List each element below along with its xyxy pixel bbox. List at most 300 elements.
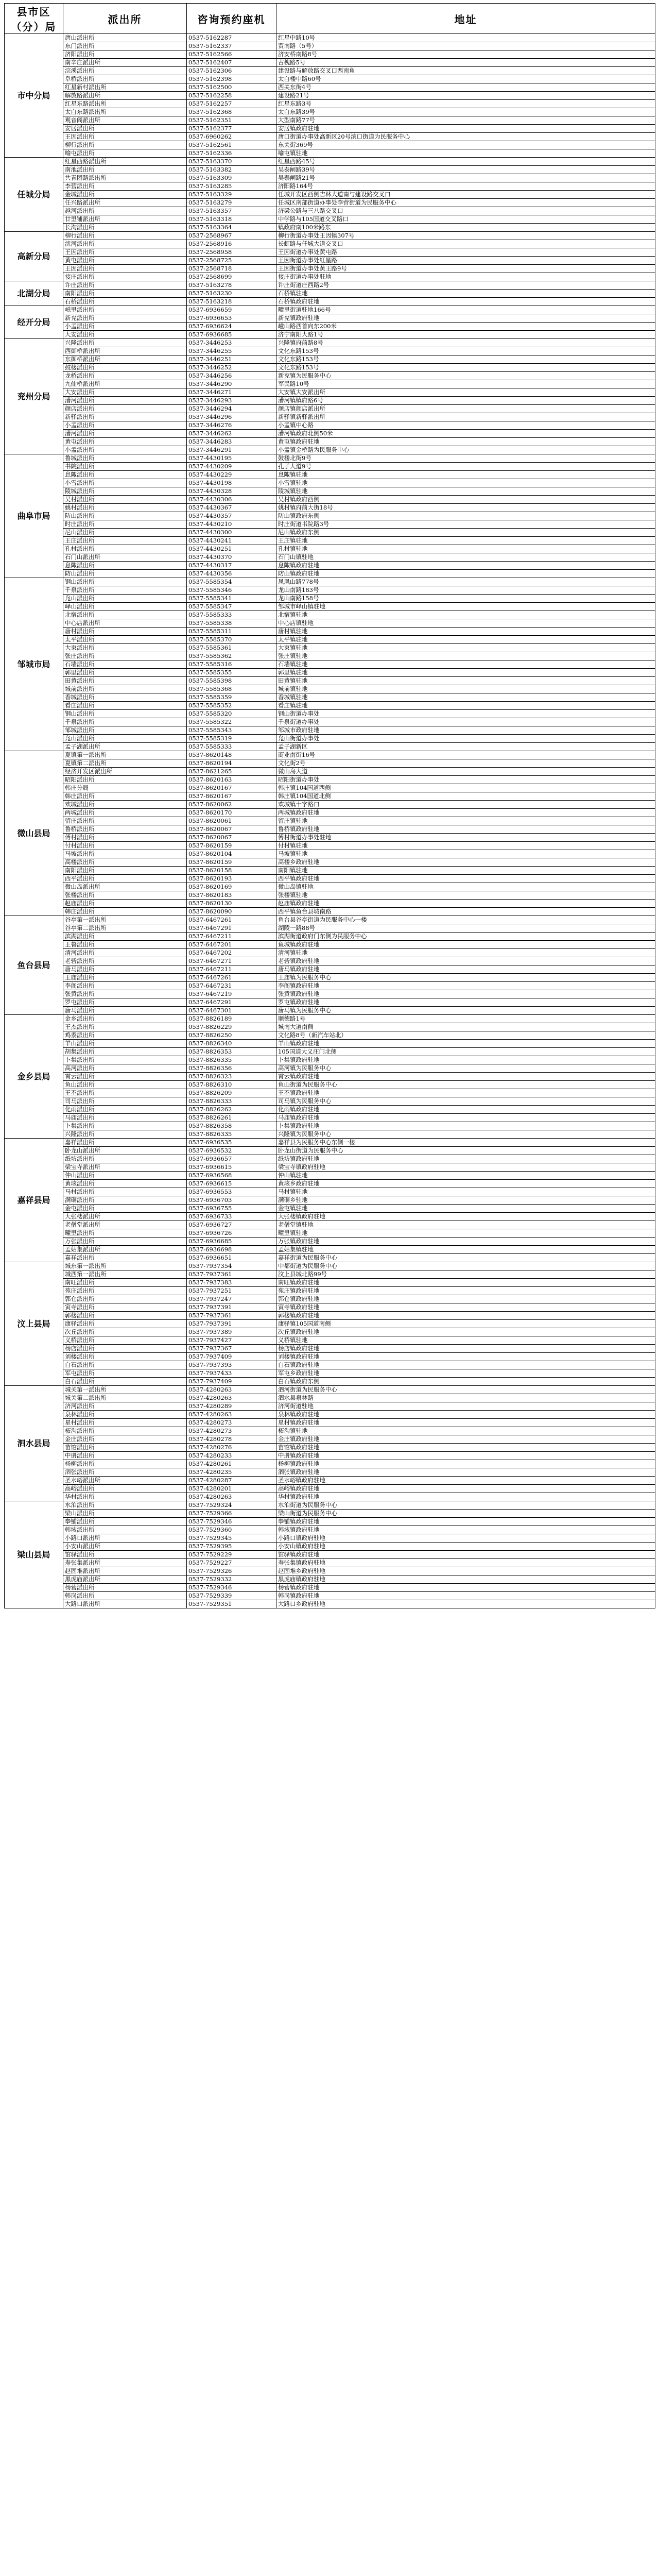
table-row: [5, 1015, 655, 1023]
station-cell: 金屯派出所: [63, 1205, 187, 1213]
phone-cell: 0537-5585319: [187, 735, 276, 743]
phone-cell: 0537-7937409: [187, 1353, 276, 1361]
phone-cell: 0537-8621265: [187, 768, 276, 776]
station-cell: 孔村派出所: [63, 545, 187, 553]
station-cell: 王鲁派出所: [63, 941, 187, 949]
address-cell: 黄屯镇政府驻地: [276, 438, 655, 446]
address-cell: 罗屯镇政府驻地: [276, 998, 655, 1007]
station-cell: 化雨派出所: [63, 1106, 187, 1114]
district-cell: 嘉祥县局: [5, 1139, 63, 1262]
address-cell: 苗馆镇政府驻地: [276, 1444, 655, 1452]
station-cell: 解放路派出所: [63, 92, 187, 100]
address-cell: 息陬镇驻地: [276, 471, 655, 479]
phone-cell: 0537-5585316: [187, 660, 276, 669]
phone-cell: 0537-4280289: [187, 1402, 276, 1411]
phone-cell: 0537-5162351: [187, 116, 276, 125]
station-cell: 羊山派出所: [63, 1040, 187, 1048]
phone-cell: 0537-7937247: [187, 1295, 276, 1303]
table-row: [5, 232, 655, 240]
address-cell: 南阳镇驻地: [276, 867, 655, 875]
phone-cell: 0537-7937389: [187, 1328, 276, 1336]
address-cell: 石墙镇驻地: [276, 660, 655, 669]
table-row: [5, 67, 655, 75]
station-cell: 红星西路派出所: [63, 158, 187, 166]
phone-cell: 0537-8620061: [187, 817, 276, 825]
station-cell: 钢山派出所: [63, 578, 187, 586]
phone-cell: 0537-8620193: [187, 875, 276, 883]
station-cell: 黄屯派出所: [63, 257, 187, 265]
station-cell: 陵城派出所: [63, 487, 187, 496]
address-cell: 星村镇政府驻地: [276, 1419, 655, 1427]
table-row: [5, 1122, 655, 1130]
phone-cell: 0537-6936553: [187, 1188, 276, 1196]
station-cell: 刘楼派出所: [63, 1353, 187, 1361]
phone-cell: 0537-5163279: [187, 199, 276, 207]
address-cell: 中学路与105国道交叉路口: [276, 215, 655, 224]
table-row: [5, 867, 655, 875]
phone-cell: 0537-4430357: [187, 512, 276, 520]
table-row: [5, 1501, 655, 1510]
address-cell: 清河镇驻地: [276, 949, 655, 957]
station-cell: 张黄派出所: [63, 990, 187, 998]
phone-cell: 0537-8620163: [187, 776, 276, 784]
phone-cell: 0537-7529229: [187, 1551, 276, 1559]
address-cell: 军民路10号: [276, 380, 655, 388]
station-cell: 越河派出所: [63, 207, 187, 215]
station-cell: 张楼派出所: [63, 891, 187, 900]
station-cell: 尼山派出所: [63, 529, 187, 537]
station-cell: 柳行派出所: [63, 141, 187, 149]
phone-cell: 0537-3446253: [187, 339, 276, 347]
phone-cell: 0537-8620148: [187, 751, 276, 759]
table-row: [5, 42, 655, 50]
station-cell: 黑虎庙派出所: [63, 1575, 187, 1584]
table-row: [5, 817, 655, 825]
table-row: [5, 314, 655, 323]
station-cell: 城关第二派出所: [63, 1394, 187, 1402]
district-cell: 鱼台县局: [5, 916, 63, 1015]
station-cell: 柳行派出所: [63, 232, 187, 240]
address-cell: 红星西路45号: [276, 158, 655, 166]
table-row: [5, 710, 655, 718]
table-row: [5, 562, 655, 570]
table-row: [5, 1048, 655, 1056]
phone-cell: 0537-8826353: [187, 1048, 276, 1056]
phone-cell: 0537-5585398: [187, 677, 276, 685]
table-row: [5, 693, 655, 702]
table-row: [5, 834, 655, 842]
table-row: [5, 355, 655, 364]
phone-cell: 0537-5585333: [187, 743, 276, 751]
table-row: [5, 776, 655, 784]
station-cell: 西平派出所: [63, 875, 187, 883]
phone-cell: 0537-7937354: [187, 1262, 276, 1270]
address-cell: 孔子大道9号: [276, 463, 655, 471]
station-cell: 大安派出所: [63, 388, 187, 397]
phone-cell: 0537-8620159: [187, 842, 276, 850]
table-row: [5, 628, 655, 636]
phone-cell: 0537-7529339: [187, 1592, 276, 1600]
station-cell: 仲山派出所: [63, 1172, 187, 1180]
station-cell: 南阳派出所: [63, 867, 187, 875]
table-row: [5, 1485, 655, 1493]
address-cell: 金庄镇政府驻地: [276, 1435, 655, 1444]
phone-cell: 0537-4280261: [187, 1460, 276, 1468]
table-row: [5, 644, 655, 652]
address-cell: 龙山南路158号: [276, 595, 655, 603]
district-cell: 邹城市局: [5, 578, 63, 751]
address-cell: 长虹路与任城大道交叉口: [276, 240, 655, 248]
address-cell: 尼山镇政府东侧: [276, 529, 655, 537]
district-cell: 梁山县局: [5, 1501, 63, 1608]
address-cell: 小孟镇中心路: [276, 421, 655, 430]
station-cell: 钢山派出所: [63, 710, 187, 718]
phone-cell: 0537-5163278: [187, 281, 276, 290]
station-cell: 西御桥派出所: [63, 347, 187, 355]
phone-cell: 0537-6936651: [187, 1254, 276, 1262]
station-cell: 新驿派出所: [63, 413, 187, 421]
address-cell: 吴村镇政府西侧: [276, 496, 655, 504]
phone-cell: 0537-4430370: [187, 553, 276, 562]
table-row: [5, 1056, 655, 1064]
address-cell: 傅村街道办事处驻地: [276, 834, 655, 842]
station-cell: 济阳派出所: [63, 50, 187, 59]
station-cell: 满硐派出所: [63, 1196, 187, 1205]
table-row: [5, 916, 655, 924]
phone-cell: 0537-6467211: [187, 965, 276, 974]
station-cell: 孟子湖派出所: [63, 743, 187, 751]
phone-cell: 0537-4280263: [187, 1394, 276, 1402]
address-cell: 唐口街道办事处高新区20号滨口街道为民服务中心: [276, 133, 655, 141]
address-cell: 杨营镇政府驻地: [276, 1584, 655, 1592]
address-cell: 水泊街道为民服务中心: [276, 1501, 655, 1510]
station-cell: 峄山派出所: [63, 603, 187, 611]
table-row: [5, 726, 655, 735]
table-row: [5, 1295, 655, 1303]
table-row: [5, 496, 655, 504]
address-cell: 文化东路153号: [276, 364, 655, 372]
table-row: [5, 611, 655, 619]
phone-cell: 0537-5163370: [187, 158, 276, 166]
address-cell: 王庙镇为民服务中心: [276, 974, 655, 982]
station-cell: 马村派出所: [63, 1188, 187, 1196]
table-row: [5, 1147, 655, 1155]
station-cell: 黄垓派出所: [63, 1180, 187, 1188]
table-row: [5, 166, 655, 174]
station-cell: 清河派出所: [63, 949, 187, 957]
header-row: [5, 4, 655, 34]
phone-cell: 0537-5162257: [187, 100, 276, 108]
phone-cell: 0537-3446252: [187, 364, 276, 372]
table-row: [5, 941, 655, 949]
address-cell: 汶上县城北路99号: [276, 1270, 655, 1279]
phone-cell: 0537-7937361: [187, 1270, 276, 1279]
address-cell: 王因街道办事处红星路: [276, 257, 655, 265]
address-cell: 邹城市政府驻地: [276, 726, 655, 735]
table-row: [5, 471, 655, 479]
phone-cell: 0537-5585354: [187, 578, 276, 586]
address-cell: 韩垓镇政府驻地: [276, 1526, 655, 1534]
phone-cell: 0537-4280273: [187, 1419, 276, 1427]
table-row: [5, 125, 655, 133]
phone-cell: 0537-7937391: [187, 1320, 276, 1328]
table-row: [5, 191, 655, 199]
phone-cell: 0537-3446291: [187, 446, 276, 454]
phone-cell: 0537-5162500: [187, 83, 276, 92]
phone-cell: 0537-4430306: [187, 496, 276, 504]
address-cell: 太平镇驻地: [276, 636, 655, 644]
phone-cell: 0537-3446296: [187, 413, 276, 421]
phone-cell: 0537-8620167: [187, 784, 276, 792]
table-row: [5, 1023, 655, 1031]
police-station-table: [4, 3, 655, 1608]
address-cell: 黄垓乡政府驻地: [276, 1180, 655, 1188]
table-row: [5, 1106, 655, 1114]
table-row: [5, 364, 655, 372]
phone-cell: 0537-8620062: [187, 801, 276, 809]
address-cell: 小路口镇政府驻地: [276, 1534, 655, 1543]
address-cell: 姚村镇府前大街18号: [276, 504, 655, 512]
station-cell: 康驿派出所: [63, 1320, 187, 1328]
phone-cell: 0537-5163318: [187, 215, 276, 224]
address-cell: 任城开发区西侧吉林大道南与建设路交叉口: [276, 191, 655, 199]
phone-cell: 0537-3446294: [187, 405, 276, 413]
phone-cell: 0537-7937361: [187, 1312, 276, 1320]
station-cell: 卧龙山派出所: [63, 1147, 187, 1155]
station-cell: 王因派出所: [63, 133, 187, 141]
address-cell: 黑虎庙镇政府驻地: [276, 1575, 655, 1584]
table-row: [5, 1551, 655, 1559]
address-cell: 王丕镇政府驻地: [276, 1089, 655, 1097]
address-cell: 龙山南路183号: [276, 586, 655, 595]
table-row: [5, 323, 655, 331]
address-cell: 新驿镇新驿派出所: [276, 413, 655, 421]
address-cell: 付村镇驻地: [276, 842, 655, 850]
address-cell: 任城区南部街道办事处李营街道为民服务中心: [276, 199, 655, 207]
station-cell: 城前派出所: [63, 685, 187, 693]
address-cell: 喻屯镇驻地: [276, 149, 655, 158]
table-row: [5, 149, 655, 158]
station-cell: 石墙派出所: [63, 660, 187, 669]
phone-cell: 0537-5162287: [187, 34, 276, 42]
table-row: [5, 1468, 655, 1477]
address-cell: 颜店镇颜店派出所: [276, 405, 655, 413]
address-cell: 接庄街道办事处驻地: [276, 273, 655, 281]
table-row: [5, 924, 655, 933]
phone-cell: 0537-5585343: [187, 726, 276, 735]
phone-cell: 0537-5163230: [187, 290, 276, 298]
phone-cell: 0537-8826209: [187, 1089, 276, 1097]
station-cell: 高楼派出所: [63, 858, 187, 867]
table-row: [5, 182, 655, 191]
table-row: [5, 1518, 655, 1526]
phone-cell: 0537-5585361: [187, 644, 276, 652]
header-station: 派出所: [63, 4, 187, 34]
address-cell: 王庄镇驻地: [276, 537, 655, 545]
station-cell: 杨营派出所: [63, 1584, 187, 1592]
station-cell: 小雪派出所: [63, 479, 187, 487]
address-cell: 大张楼镇政府驻地: [276, 1213, 655, 1221]
phone-cell: 0537-4430300: [187, 529, 276, 537]
phone-cell: 0537-4280263: [187, 1493, 276, 1501]
station-cell: 夏镇第一派出所: [63, 751, 187, 759]
phone-cell: 0537-6936532: [187, 1147, 276, 1155]
address-cell: 文化东路153号: [276, 347, 655, 355]
table-row: [5, 1320, 655, 1328]
table-row: [5, 215, 655, 224]
address-cell: 湖陵一路88号: [276, 924, 655, 933]
phone-cell: 0537-8826340: [187, 1040, 276, 1048]
table-row: [5, 75, 655, 83]
table-row: [5, 660, 655, 669]
table-row: [5, 850, 655, 858]
station-cell: 张庄派出所: [63, 652, 187, 660]
phone-cell: 0537-8620067: [187, 834, 276, 842]
station-cell: 谷亭第一派出所: [63, 916, 187, 924]
phone-cell: 0537-2568699: [187, 273, 276, 281]
table-row: [5, 1584, 655, 1592]
address-cell: 漕河镇政府北侧50米: [276, 430, 655, 438]
table-row: [5, 265, 655, 273]
table-row: [5, 133, 655, 141]
station-cell: 大路口派出所: [63, 1600, 187, 1608]
station-cell: 赵庙派出所: [63, 900, 187, 908]
address-cell: 陵城镇驻地: [276, 487, 655, 496]
phone-cell: 0537-6467261: [187, 916, 276, 924]
station-cell: 夏镇第二派出所: [63, 759, 187, 768]
address-cell: 新兖镇为民服务中心: [276, 372, 655, 380]
table-row: [5, 570, 655, 578]
phone-cell: 0537-5162398: [187, 75, 276, 83]
table-row: [5, 619, 655, 628]
station-cell: 义桥派出所: [63, 1336, 187, 1345]
table-row: [5, 1402, 655, 1411]
phone-cell: 0537-8826356: [187, 1064, 276, 1073]
phone-cell: 0537-6467211: [187, 933, 276, 941]
station-cell: 防山派出所: [63, 512, 187, 520]
phone-cell: 0537-8826229: [187, 1023, 276, 1031]
phone-cell: 0537-8826262: [187, 1106, 276, 1114]
station-cell: 邹城派出所: [63, 726, 187, 735]
address-cell: 文化路8号（新汽车站北）: [276, 1031, 655, 1040]
phone-cell: 0537-4280263: [187, 1386, 276, 1394]
address-cell: 韩庄镇104国道北侧: [276, 792, 655, 801]
address-cell: 留庄镇驻地: [276, 817, 655, 825]
table-row: [5, 669, 655, 677]
district-cell: 经开分局: [5, 306, 63, 339]
table-row: [5, 883, 655, 891]
address-cell: 济梁公路与三八路交叉口: [276, 207, 655, 215]
station-cell: 马坡派出所: [63, 850, 187, 858]
phone-cell: 0537-7529366: [187, 1510, 276, 1518]
station-cell: 接庄派出所: [63, 273, 187, 281]
address-cell: 赵固堆乡政府驻地: [276, 1567, 655, 1575]
phone-cell: 0537-4280201: [187, 1485, 276, 1493]
phone-cell: 0537-8620194: [187, 759, 276, 768]
address-cell: 高楼乡政府驻地: [276, 858, 655, 867]
table-row: [5, 702, 655, 710]
address-cell: 军屯乡政府驻地: [276, 1369, 655, 1378]
phone-cell: 0537-2568718: [187, 265, 276, 273]
phone-cell: 0537-3446293: [187, 397, 276, 405]
district-cell: 任城分局: [5, 158, 63, 232]
address-cell: 香城镇驻地: [276, 693, 655, 702]
table-row: [5, 1345, 655, 1353]
address-cell: 老僧堂镇驻地: [276, 1221, 655, 1229]
phone-cell: 0537-7937427: [187, 1336, 276, 1345]
phone-cell: 0537-6936733: [187, 1213, 276, 1221]
address-cell: 大束镇驻地: [276, 644, 655, 652]
phone-cell: 0537-8826335: [187, 1130, 276, 1139]
address-cell: 大型南路77号: [276, 116, 655, 125]
table-row: [5, 1575, 655, 1584]
phone-cell: 0537-7529351: [187, 1600, 276, 1608]
table-row: [5, 1559, 655, 1567]
phone-cell: 0537-5162561: [187, 141, 276, 149]
address-cell: 万张镇政府驻地: [276, 1238, 655, 1246]
station-cell: 嘉祥派出所: [63, 1139, 187, 1147]
station-cell: 小安山派出所: [63, 1543, 187, 1551]
station-cell: 唐马派出所: [63, 1007, 187, 1015]
phone-cell: 0537-5585338: [187, 619, 276, 628]
phone-cell: 0537-4430356: [187, 570, 276, 578]
table-row: [5, 1073, 655, 1081]
table-row: [5, 347, 655, 355]
phone-cell: 0537-2568958: [187, 248, 276, 257]
table-row: [5, 553, 655, 562]
station-cell: 安居派出所: [63, 125, 187, 133]
phone-cell: 0537-4280263: [187, 1411, 276, 1419]
address-cell: 卜集镇政府驻地: [276, 1056, 655, 1064]
phone-cell: 0537-8826310: [187, 1081, 276, 1089]
table-row: [5, 1163, 655, 1172]
table-row: [5, 982, 655, 990]
address-cell: 红星中路10号: [276, 34, 655, 42]
address-cell: 小孟镇金桥路为民服务中心: [276, 446, 655, 454]
table-row: [5, 1369, 655, 1378]
station-cell: 星村派出所: [63, 1419, 187, 1427]
phone-cell: 0537-6467261: [187, 974, 276, 982]
station-cell: 金城派出所: [63, 191, 187, 199]
table-row: [5, 1279, 655, 1287]
table-row: [5, 298, 655, 306]
station-cell: 廿里铺派出所: [63, 215, 187, 224]
station-cell: 东御桥派出所: [63, 355, 187, 364]
district-cell: 微山县局: [5, 751, 63, 916]
table-row: [5, 1196, 655, 1205]
address-cell: 韩庄镇104国道西侧: [276, 784, 655, 792]
table-row: [5, 1435, 655, 1444]
station-cell: 金庄派出所: [63, 1435, 187, 1444]
phone-cell: 0537-8620159: [187, 858, 276, 867]
table-row: [5, 1007, 655, 1015]
station-cell: 济河派出所: [63, 1402, 187, 1411]
table-row: [5, 1031, 655, 1040]
station-cell: 高河派出所: [63, 1064, 187, 1073]
table-row: [5, 1312, 655, 1320]
address-cell: 滨湖街道政府门东侧为民服务中心: [276, 933, 655, 941]
station-cell: 漕河派出所: [63, 430, 187, 438]
address-cell: 次丘镇政府驻地: [276, 1328, 655, 1336]
phone-cell: 0537-8826261: [187, 1114, 276, 1122]
address-cell: 东关街369号: [276, 141, 655, 149]
phone-cell: 0537-6467291: [187, 998, 276, 1007]
address-cell: 昭阳街道办事处: [276, 776, 655, 784]
station-cell: 唐马派出所: [63, 965, 187, 974]
station-cell: 高峪派出所: [63, 1485, 187, 1493]
phone-cell: 0537-6936685: [187, 1238, 276, 1246]
station-cell: 长沟派出所: [63, 224, 187, 232]
